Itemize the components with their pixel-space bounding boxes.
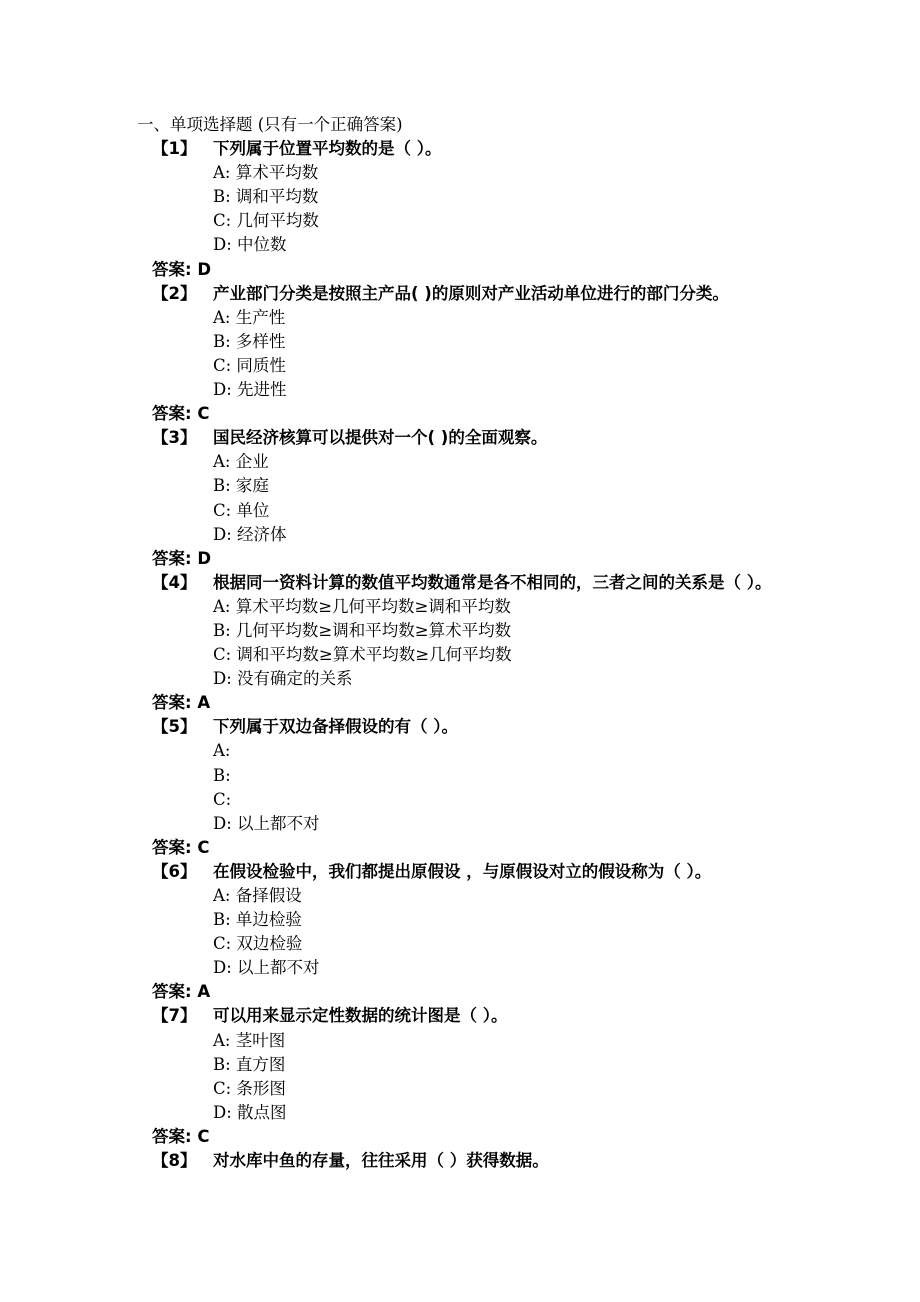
option-d: D: 没有确定的关系 [213,669,353,689]
answer-line [137,980,837,1004]
question-item [137,571,837,716]
answer-value: D [197,548,212,568]
option-c: C: 调和平均数≥算术平均数≥几何平均数 [213,645,512,665]
answer-label: 答案: [152,982,192,1002]
option-b: B: 直方图 [213,1054,286,1074]
question-number: 【1】 [152,139,197,159]
question-number: 【7】 [152,1006,197,1026]
option-c: C: [213,789,232,809]
answer-label: 答案: [152,548,192,568]
answer-line [137,402,837,426]
option-b: B: 几何平均数≥调和平均数≥算术平均数 [213,620,512,640]
option-b: B: [213,765,231,785]
question-item [137,1004,837,1149]
question-text: 根据同一资料计算的数值平均数通常是各不相同的，三者之间的关系是（ ）。 [213,572,772,592]
answer-label: 答案: [152,1126,192,1146]
option-d: D: 先进性 [213,380,287,400]
question-line [137,137,837,161]
question-list [137,137,837,1173]
section-title: 一、单项选择题 (只有一个正确答案) [137,115,403,134]
question-text: 可以用来显示定性数据的统计图是（ ）。 [213,1006,508,1026]
answer-value: A [197,982,211,1002]
answer-value: C [197,404,210,424]
answer-value: D [197,259,212,279]
option-b: B: 多样性 [213,331,286,351]
option-d: D: 中位数 [213,235,287,255]
answer-value: C [197,837,210,857]
option-d: D: 以上都不对 [213,958,320,978]
answer-line [137,547,837,571]
question-item [137,137,837,282]
question-item [137,860,837,1005]
question-line [137,426,837,450]
answer-line [137,691,837,715]
answer-label: 答案: [152,837,192,857]
question-text: 下列属于双边备择假设的有（ ）。 [213,717,458,737]
question-number: 【6】 [152,861,197,881]
answer-line [137,1125,837,1149]
question-number: 【8】 [152,1151,197,1171]
option-c: C: 条形图 [213,1078,286,1098]
option-a: A: [213,741,231,761]
option-c: C: 几何平均数 [213,211,319,231]
question-line [137,571,837,595]
question-item [137,1149,837,1173]
question-number: 【5】 [152,717,197,737]
answer-label: 答案: [152,404,192,424]
option-b: B: 单边检验 [213,910,302,930]
question-line [137,860,837,884]
answer-label: 答案: [152,693,192,713]
question-item [137,426,837,571]
question-line [137,1149,837,1173]
question-text: 产业部门分类是按照主产品( )的原则对产业活动单位进行的部门分类。 [213,283,729,303]
option-d: D: 以上都不对 [213,813,320,833]
question-line [137,1004,837,1028]
answer-line [137,258,837,282]
option-c: C: 同质性 [213,355,286,375]
option-a: A: 备择假设 [213,886,302,905]
question-item [137,282,837,427]
question-item [137,715,837,860]
question-text: 对水库中鱼的存量，往往采用（ ）获得数据。 [213,1151,549,1171]
question-number: 【2】 [152,283,197,303]
option-a: A: 茎叶图 [213,1030,286,1050]
question-text: 在假设检验中，我们都提出原假设 ，与原假设对立的假设称为（ ）。 [213,861,712,881]
question-text: 下列属于位置平均数的是（ ）。 [213,139,442,159]
question-number: 【3】 [152,428,197,448]
answer-value: A [197,693,211,713]
option-a: A: 算术平均数≥几何平均数≥调和平均数 [213,596,511,616]
option-c: C: 双边检验 [213,934,303,954]
question-number: 【4】 [152,572,197,592]
document-page [137,113,837,1173]
question-text: 国民经济核算可以提供对一个( )的全面观察。 [213,428,548,448]
option-a: A: 生产性 [213,307,286,327]
option-c: C: 单位 [213,500,270,520]
option-a: A: 算术平均数 [213,163,319,183]
answer-label: 答案: [152,259,192,279]
question-line [137,282,837,306]
option-a: A: 企业 [213,452,269,472]
option-d: D: 经济体 [213,524,287,544]
option-b: B: 调和平均数 [213,187,319,207]
option-b: B: 家庭 [213,476,269,496]
answer-value: C [197,1126,210,1146]
answer-line [137,836,837,860]
option-d: D: 散点图 [213,1102,287,1122]
question-line [137,715,837,739]
